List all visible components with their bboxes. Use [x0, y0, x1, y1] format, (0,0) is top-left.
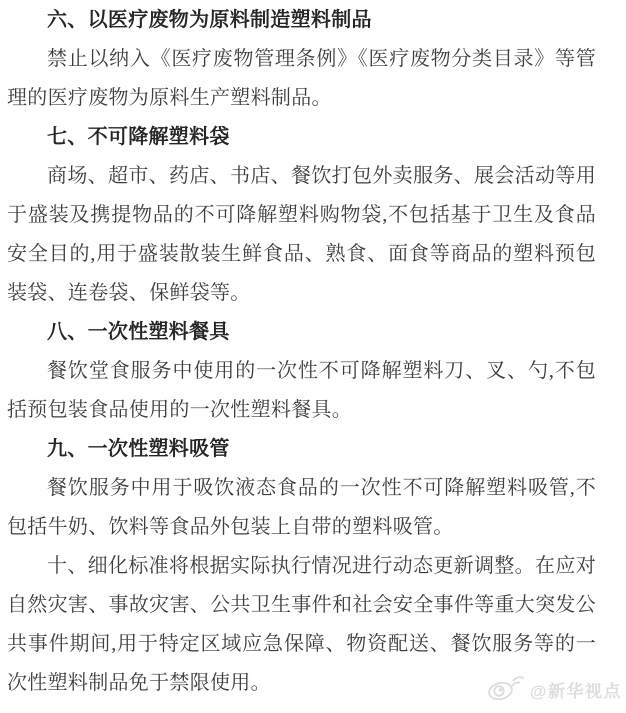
section-heading-9: 九、一次性塑料吸管 — [47, 438, 230, 460]
section-body-9: 餐饮服务中用于吸饮液态食品的一次性不可降解塑料吸管,不包括牛奶、饮料等食品外包装上自带的塑料吸管。 — [7, 477, 596, 538]
section-heading-7: 七、不可降解塑料袋 — [47, 126, 230, 148]
section-body-7: 商场、超市、药店、书店、餐饮打包外卖服务、展会活动等用于盛装及携提物品的不可降解塑料购物袋,不包括基于卫生及食品安全目的,用于盛装散装生鲜食品、熟食、面食等商品的塑料预包装袋、连卷袋、保鲜袋等。 — [7, 165, 596, 304]
section-body-6: 禁止以纳入《医疗废物管理条例》《医疗废物分类目录》等管理的医疗废物为原料生产塑料制品。 — [7, 48, 596, 109]
section-heading-6: 六、以医疗废物为原料制造塑料制品 — [47, 9, 372, 31]
section-heading-8: 八、一次性塑料餐具 — [47, 321, 230, 343]
watermark-handle: @新华视点 — [529, 682, 622, 701]
section-body-10: 十、细化标准将根据实际执行情况进行动态更新调整。在应对自然灾害、事故灾害、公共卫生事件和社会安全事件等重大突发公共事件期间,用于特定区域应急保障、物资配送、餐饮服务等的一次性塑料制品免于禁限使用。 — [7, 555, 596, 694]
section-body-8: 餐饮堂食服务中使用的一次性不可降解塑料刀、叉、勺,不包括预包装食品使用的一次性塑料餐具。 — [7, 360, 596, 421]
